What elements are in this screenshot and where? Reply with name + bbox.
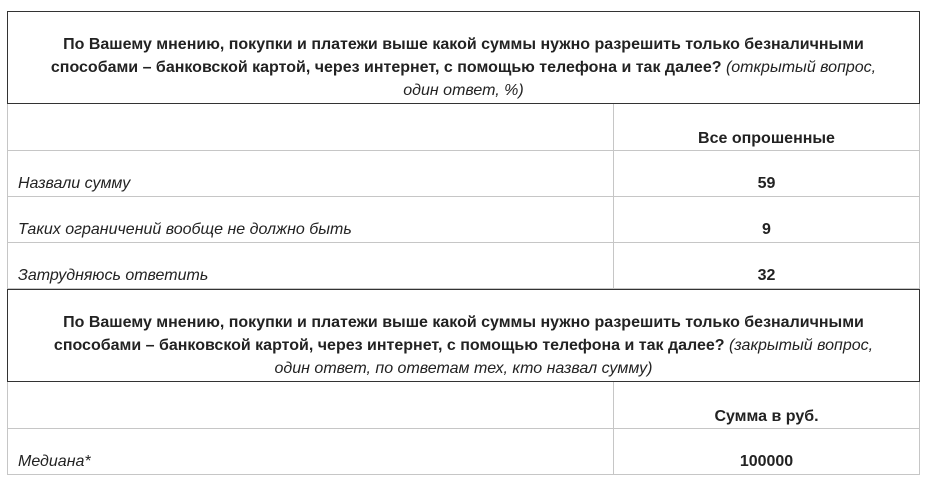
header-row [8,382,920,429]
row-value: 100000 [614,429,920,475]
row-value: 9 [614,197,920,243]
question-note: (закрытый вопрос, один ответ, по ответам тех, кто назвал сумму) [274,337,874,377]
table-row [8,429,920,475]
question-cell [8,290,920,382]
row-value: 59 [614,151,920,197]
table-row [8,151,920,197]
row-label: Таких ограничений вообще не должно быть [8,197,614,243]
row-label: Назвали сумму [8,151,614,197]
question-cell [8,12,920,104]
question-text: По Вашему мнению, покупки и платежи выше какой суммы нужно разрешить только безналичными способами – банковской картой, через интернет, с помощью телефона и так далее? [53,314,864,354]
column-header: Все опрошенные [614,104,920,151]
question-note: (открытый вопрос, один ответ, %) [403,59,877,99]
table-row [8,197,920,243]
question-row [8,290,920,382]
question-text: По Вашему мнению, покупки и платежи выше какой суммы нужно разрешить только безналичными способами – банковской картой, через интернет, с помощью телефона и так далее? [50,36,864,76]
row-label: Затрудняюсь ответить [8,243,614,289]
survey-table-open-question [7,11,920,289]
survey-tables [7,11,919,475]
header-empty-cell [8,382,614,429]
table-row [8,243,920,289]
column-header: Сумма в руб. [614,382,920,429]
survey-table-closed-question [7,289,920,475]
question-row [8,12,920,104]
header-empty-cell [8,104,614,151]
row-value: 32 [614,243,920,289]
header-row [8,104,920,151]
row-label: Медиана* [8,429,614,475]
